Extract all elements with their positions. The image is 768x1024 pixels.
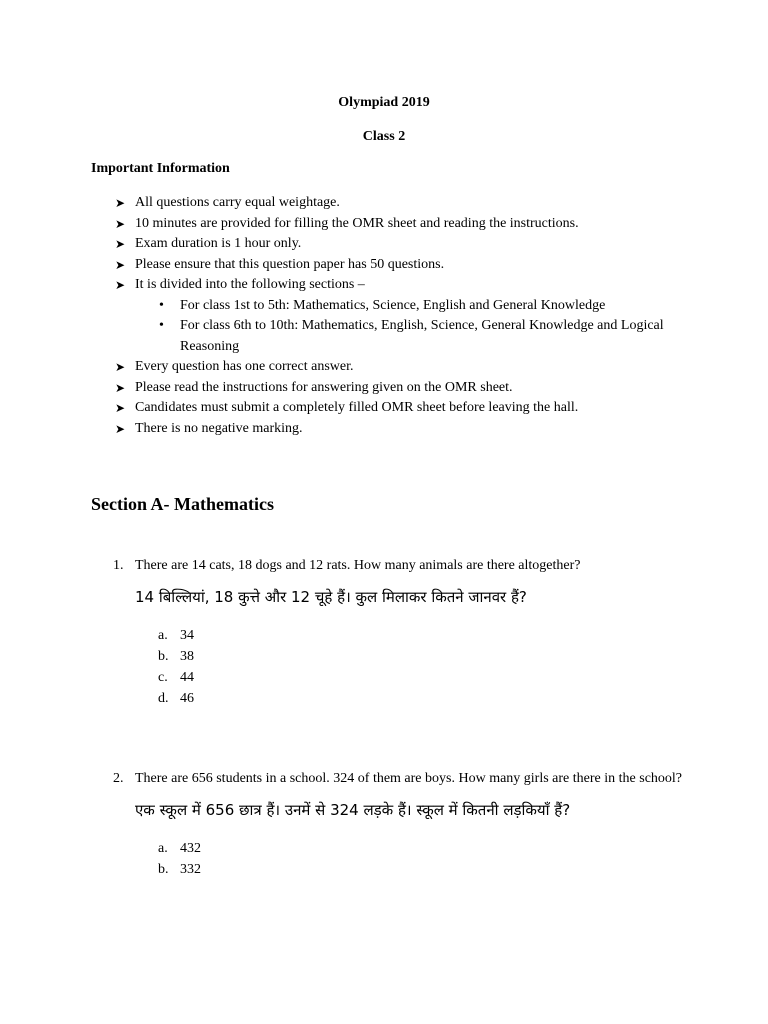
arrowhead-bullet-icon: ➤ xyxy=(115,237,126,251)
answer-option: a. 432 xyxy=(158,841,201,856)
answer-option: d. 46 xyxy=(158,691,194,706)
arrowhead-bullet-icon: ➤ xyxy=(115,216,126,231)
question-1 xyxy=(113,556,693,709)
answer-options xyxy=(158,838,693,880)
sections-sublist xyxy=(135,296,675,358)
instruction-item: ➤ There is no negative marking. xyxy=(115,419,675,440)
arrowhead-bullet-icon: ➤ xyxy=(115,196,126,210)
question-text-hindi: 14 बिल्लियां, 18 कुत्ते और 12 चूहे हैं। कुल मिलाकर कितने जानवर हैं? xyxy=(135,587,527,606)
question-2 xyxy=(113,769,693,880)
question-text: There are 656 students in a school. 324 of them are boys. How many girls are there in the school? xyxy=(135,771,683,786)
instruction-item: ➤ All questions carry equal weightage. xyxy=(115,193,675,214)
answer-option: c. 44 xyxy=(158,670,194,685)
dot-bullet-icon: • xyxy=(159,297,164,313)
answer-options xyxy=(158,625,693,709)
question-number: 2. xyxy=(113,771,124,786)
sub-item: • For class 6th to 10th: Mathematics, English, Science, General Knowledge and Logical Reasoning xyxy=(159,318,664,354)
instruction-item: ➤ Exam duration is 1 hour only. xyxy=(115,234,675,255)
answer-option: a. 34 xyxy=(158,628,194,643)
question-number: 1. xyxy=(113,558,124,573)
instruction-item: ➤ Please read the instructions for answering given on the OMR sheet. xyxy=(115,378,675,399)
arrowhead-bullet-icon: ➤ xyxy=(115,421,126,436)
question-text-hindi: एक स्कूल में 656 छात्र हैं। उनमें से 324 लड़के हैं। स्कूल में कितनी लड़कियाँ हैं? xyxy=(135,800,571,819)
document-title: Olympiad 2019 xyxy=(338,95,430,110)
arrowhead-bullet-icon: ➤ xyxy=(115,401,126,415)
instruction-item: ➤ Please ensure that this question paper has 50 questions. xyxy=(115,255,675,276)
arrowhead-bullet-icon: ➤ xyxy=(115,380,126,395)
instruction-item: ➤ It is divided into the following sections – • For class 1st to 5th: Mathematics, Science, English and General Knowledge • For class 6th to 10th: Mathematics, English, Science, General Knowledge and Logical Reasoning xyxy=(115,275,675,357)
sub-item: • For class 1st to 5th: Mathematics, Science, English and General Knowledge xyxy=(135,296,675,317)
dot-bullet-icon: • xyxy=(159,318,164,333)
section-a-title: Section A- Mathematics xyxy=(91,494,274,514)
arrowhead-bullet-icon: ➤ xyxy=(115,257,126,272)
instruction-item: ➤ Candidates must submit a completely filled OMR sheet before leaving the hall. xyxy=(115,398,675,419)
answer-option: b. 332 xyxy=(158,862,201,877)
arrowhead-bullet-icon: ➤ xyxy=(115,278,126,292)
instructions-list xyxy=(115,193,675,439)
instruction-item: ➤ 10 minutes are provided for filling the OMR sheet and reading the instructions. xyxy=(115,214,675,235)
instruction-item: ➤ Every question has one correct answer. xyxy=(115,357,675,378)
question-text: There are 14 cats, 18 dogs and 12 rats. How many animals are there altogether? xyxy=(135,558,581,573)
arrowhead-bullet-icon: ➤ xyxy=(115,360,126,374)
answer-option: b. 38 xyxy=(158,649,194,664)
class-label: Class 2 xyxy=(362,129,406,144)
important-information-heading: Important Information xyxy=(91,161,230,176)
